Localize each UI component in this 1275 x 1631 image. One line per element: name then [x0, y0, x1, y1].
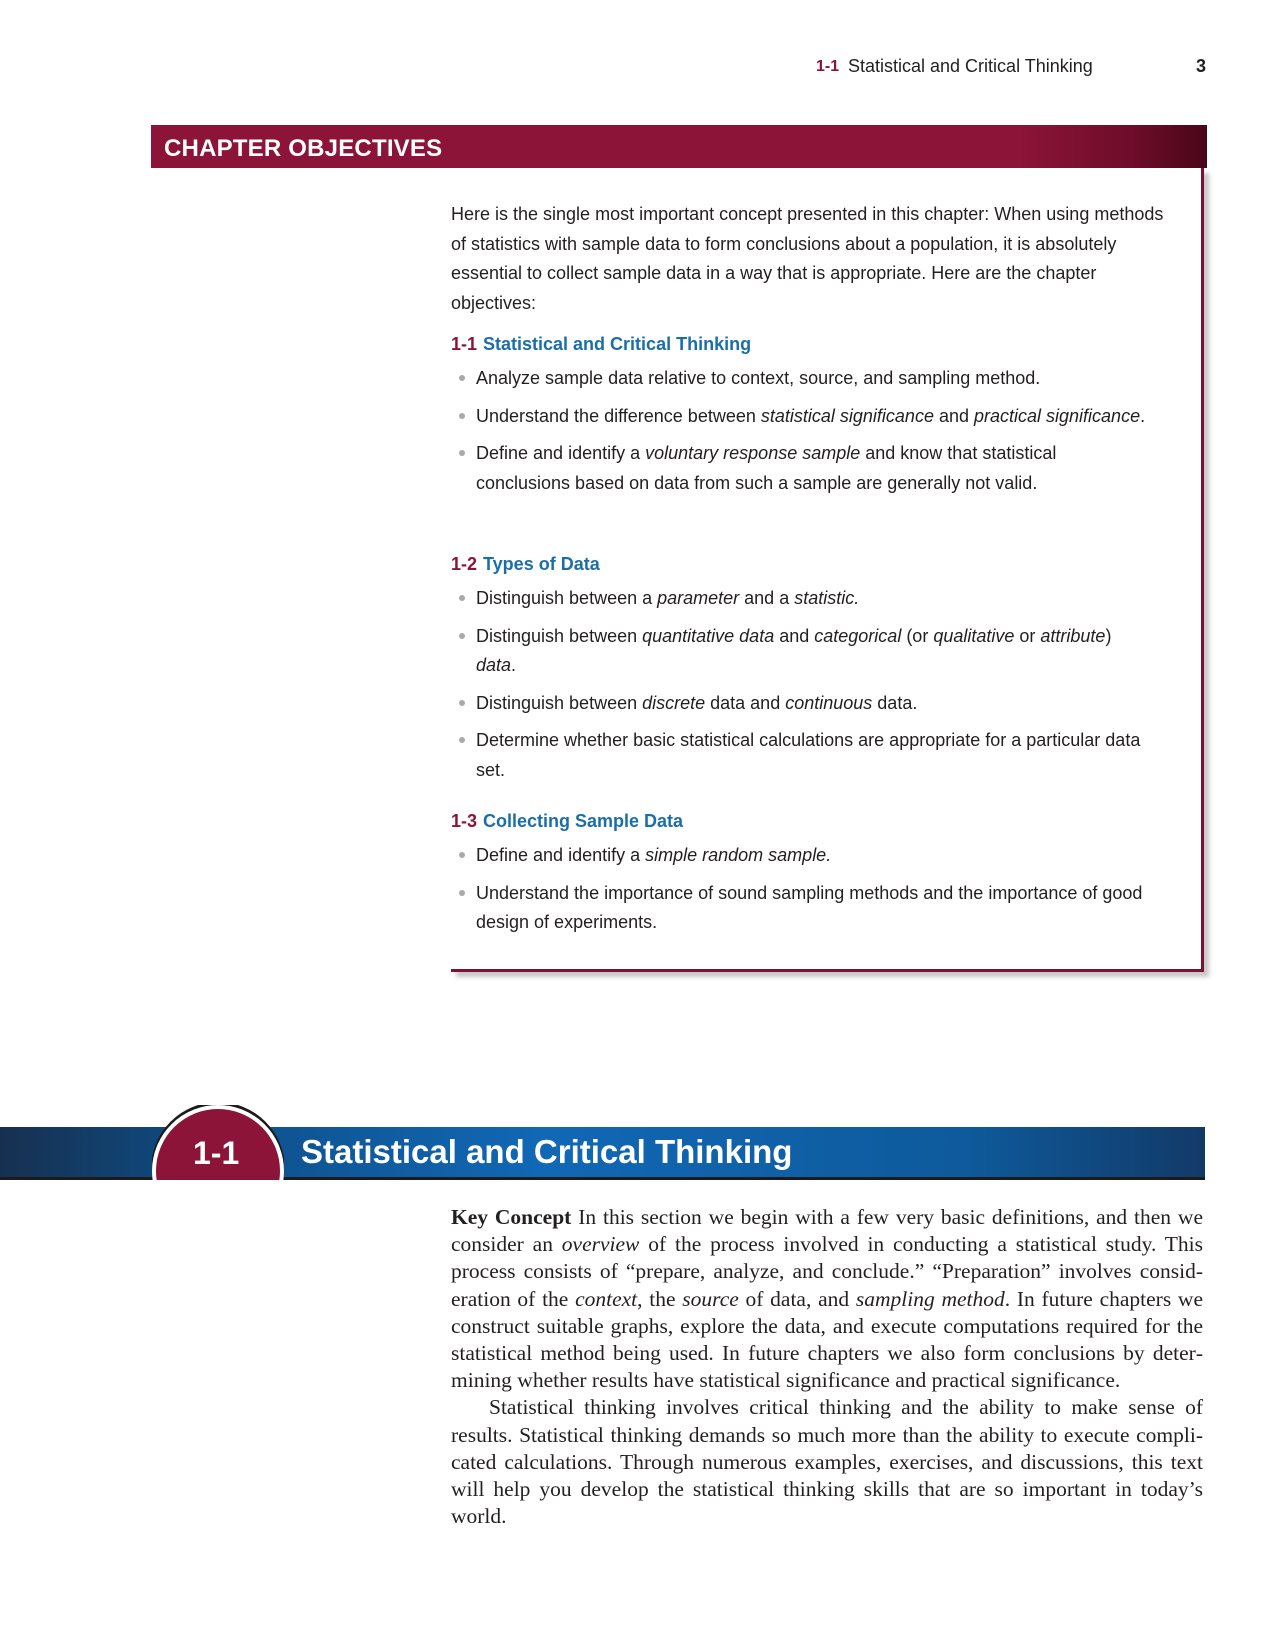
italic-text: categorical — [814, 625, 902, 646]
page-number: 3 — [1196, 56, 1207, 76]
chapter-objectives-title: CHAPTER OBJECTIVES — [164, 135, 443, 162]
objective-bullet — [451, 439, 1151, 498]
objective-bullet — [451, 364, 1151, 394]
objective-bullet — [451, 726, 1151, 785]
italic-text: continuous — [785, 692, 873, 713]
objective-bullet — [451, 689, 1151, 719]
body-paragraph — [451, 1394, 1203, 1530]
bullet-icon — [459, 890, 465, 896]
italic-text: qualitative — [933, 625, 1015, 646]
bullet-icon — [459, 852, 465, 858]
text-run: Distinguish between — [476, 692, 643, 713]
objective-bullet — [451, 622, 1151, 681]
objective-section-title: Collecting Sample Data — [483, 811, 684, 831]
bullet-icon — [459, 595, 465, 601]
text-run: and — [933, 405, 974, 426]
italic-text: overview — [561, 1232, 640, 1257]
text-run: Understand the difference between — [476, 405, 761, 426]
text-run: data. — [872, 692, 918, 713]
italic-text: statistic. — [794, 588, 860, 608]
text-run: or — [1014, 625, 1041, 646]
text-run: Statistical thinking involves critical thinking and the ability to make sense of results. Statistical thinking demands so much more than the ability to execute complicated calculations. Through numerous examples, exercises, and discussions, this text will help you develop the statistical thinking skills that are so important in today’s world. — [451, 1395, 1203, 1529]
objective-bullet — [451, 402, 1151, 432]
bullet-icon — [459, 700, 465, 706]
italic-text: quantitative data — [642, 625, 775, 646]
text-run: Analyze sample data relative to context, source, and sampling method. — [476, 368, 1041, 388]
text-run: . In future chapters we construct suitable graphs, explore the data, and execute computations required for the statistical method being used. In future chapters we also form conclusions by determining whether results have statistical significance and practical significance. — [451, 1286, 1203, 1393]
running-header — [0, 56, 1275, 80]
objective-section-title: Statistical and Critical Thinking — [483, 334, 752, 354]
objective-section-heading — [451, 554, 600, 575]
objective-section-heading — [451, 334, 751, 355]
italic-text: practical significance — [974, 405, 1141, 426]
objective-bullet-list — [451, 841, 1151, 946]
text-run: , the — [637, 1286, 683, 1311]
italic-text: parameter — [657, 588, 740, 608]
text-run: data and — [705, 692, 786, 713]
text-run: Distinguish between — [476, 625, 643, 646]
key-concept-paragraph — [451, 1204, 1203, 1394]
text-run: . — [511, 655, 517, 675]
italic-text: source — [682, 1286, 739, 1311]
running-header-section-title: Statistical and Critical Thinking — [848, 56, 1093, 76]
bullet-icon — [459, 737, 465, 743]
text-run: Determine whether basic statistical calculations are appropriate for a particular data set. — [476, 730, 1141, 780]
objective-bullet — [451, 879, 1151, 938]
text-run: . — [1140, 405, 1146, 426]
chapter-objectives-banner — [151, 125, 1207, 168]
bullet-icon — [459, 633, 465, 639]
section-banner-number: 1-1 — [193, 1135, 240, 1171]
italic-text: simple random sample. — [645, 845, 832, 865]
objective-section-title: Types of Data — [483, 554, 600, 574]
objective-section-number: 1-3 — [451, 811, 478, 831]
section-banner-title: Statistical and Critical Thinking — [301, 1133, 793, 1170]
text-run: and know that statistical conclusions based on data from such a sample are generally not valid. — [476, 443, 1057, 493]
objective-bullet-list — [451, 364, 1151, 506]
italic-text: sampling method — [855, 1286, 1005, 1311]
text-run: Define and identify a — [476, 443, 646, 463]
text-run: ) — [1105, 625, 1112, 646]
italic-text: discrete — [642, 692, 706, 713]
text-run: In this section we begin with a few very basic definitions, and then we consider an — [451, 1205, 1203, 1257]
text-run: Distinguish between a — [476, 588, 658, 608]
italic-text: attribute — [1040, 625, 1106, 646]
italic-text: data — [476, 655, 512, 675]
bullet-icon — [459, 450, 465, 456]
italic-text: voluntary response sample — [645, 443, 861, 463]
objective-section-number: 1-2 — [451, 554, 478, 574]
text-run: and a — [739, 588, 795, 608]
italic-text: context — [575, 1286, 638, 1311]
objective-section-heading — [451, 811, 683, 832]
text-run: (or — [901, 625, 934, 646]
text-run: of the process involved in conducting a statistical study. This process consists of “prepare, analyze, and conclude.” “Preparation” involves consideration of the — [451, 1232, 1203, 1311]
objective-bullet-list — [451, 584, 1151, 793]
text-run: and — [774, 625, 815, 646]
bullet-icon — [459, 413, 465, 419]
objective-bullet — [451, 841, 1151, 871]
objectives-intro: Here is the single most important concept presented in this chapter: When using methods of statistics with sample data to form conclusions about a population, it is absolutely essential to collect sample data in a way that is appropriate. Here are the chapter objectives: — [451, 204, 1164, 313]
italic-text: statistical significance — [760, 405, 934, 426]
objective-bullet — [451, 584, 1151, 614]
text-run: Define and identify a — [476, 845, 646, 865]
key-concept-label: Key Concept — [451, 1205, 572, 1229]
objective-section-number: 1-1 — [451, 334, 478, 354]
text-run: of data, and — [738, 1286, 856, 1311]
text-run: Understand the importance of sound sampling methods and the importance of good design of experiments. — [476, 882, 1143, 932]
section-body — [451, 1204, 1203, 1530]
bullet-icon — [459, 375, 465, 381]
running-header-section-number: 1-1 — [816, 58, 840, 75]
